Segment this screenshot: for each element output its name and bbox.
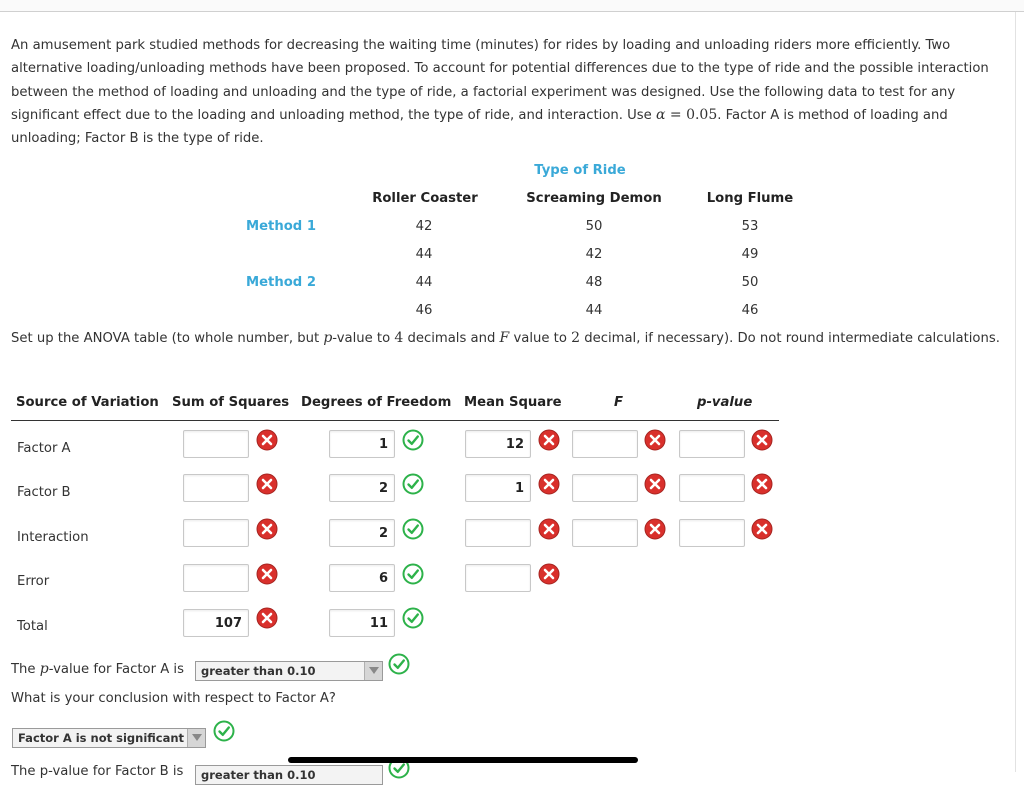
method-1-label: Method 1 xyxy=(245,219,317,234)
factor-b-df-input[interactable] xyxy=(329,474,395,502)
select-value: greater than 0.10 xyxy=(201,768,316,782)
factor-a-f-input[interactable] xyxy=(572,430,638,458)
factor-b-pvalue-input[interactable] xyxy=(679,474,745,502)
setup-text: value to xyxy=(509,331,572,346)
incorrect-icon xyxy=(751,473,773,495)
row-label-factor-a: Factor A xyxy=(17,441,71,456)
correct-icon xyxy=(402,473,424,495)
col-screaming-demon: Screaming Demon xyxy=(526,191,662,206)
error-ss-input[interactable] xyxy=(183,564,249,592)
incorrect-icon xyxy=(256,607,278,629)
select-value: Factor A is not significant xyxy=(18,731,185,745)
setup-decimals-f: 2 xyxy=(571,330,581,346)
method-2-label: Method 2 xyxy=(245,275,317,290)
problem-text-part1: An amusement park studied methods for decreasing the waiting time (minutes) for rides by loading and unloading riders more efficiently. Two alternative loading/unloading methods have been proposed. To account for potential differences due to the type of ride and the possible interaction between the method of loading and unloading and the type of ride, a factorial experiment was designed. Use the following data to test for any significant effect due to the loading and unloading method, the type of ride, and interaction. Use xyxy=(11,38,989,123)
incorrect-icon xyxy=(256,518,278,540)
data-cell: 53 xyxy=(741,219,759,234)
error-df-input[interactable] xyxy=(329,564,395,592)
problem-statement xyxy=(11,34,1009,150)
interaction-f-input[interactable] xyxy=(572,519,638,547)
data-cell: 50 xyxy=(741,275,759,290)
correct-icon xyxy=(402,563,424,585)
correct-icon xyxy=(213,720,235,742)
correct-icon xyxy=(388,653,410,675)
data-cell: 46 xyxy=(741,303,759,318)
correct-icon xyxy=(402,429,424,451)
data-cell: 42 xyxy=(585,247,603,262)
question-text: The xyxy=(11,662,40,677)
incorrect-icon xyxy=(751,429,773,451)
setup-text: decimals and xyxy=(403,331,500,346)
incorrect-icon xyxy=(256,563,278,585)
incorrect-icon xyxy=(644,473,666,495)
chevron-down-icon[interactable] xyxy=(187,729,205,747)
alpha-equals: = xyxy=(665,106,687,123)
factor-a-pvalue-input[interactable] xyxy=(679,430,745,458)
header-pvalue: p-value xyxy=(697,395,753,410)
col-roller-coaster: Roller Coaster xyxy=(372,191,478,206)
interaction-df-input[interactable] xyxy=(329,519,395,547)
header-ms: Mean Square xyxy=(464,395,562,410)
factor-b-ms-input[interactable] xyxy=(465,474,531,502)
col-long-flume: Long Flume xyxy=(706,191,794,206)
total-df-input[interactable] xyxy=(329,609,395,637)
data-cell: 44 xyxy=(415,247,433,262)
correct-icon xyxy=(402,607,424,629)
data-cell: 49 xyxy=(741,247,759,262)
factor-a-df-input[interactable] xyxy=(329,430,395,458)
factor-a-conclusion-select[interactable] xyxy=(12,728,206,748)
select-value: greater than 0.10 xyxy=(201,664,316,678)
row-label-error: Error xyxy=(17,574,50,589)
factor-b-f-input[interactable] xyxy=(572,474,638,502)
data-cell: 46 xyxy=(415,303,433,318)
data-cell: 48 xyxy=(585,275,603,290)
error-ms-input[interactable] xyxy=(465,564,531,592)
question-factor-a-pvalue xyxy=(11,661,184,677)
factor-a-ss-input[interactable] xyxy=(183,430,249,458)
interaction-pvalue-input[interactable] xyxy=(679,519,745,547)
incorrect-icon xyxy=(538,473,560,495)
setup-text: decimal, if necessary). Do not round intermediate calculations. xyxy=(580,331,1000,346)
setup-text: Set up the ANOVA table (to whole number, but xyxy=(11,331,324,346)
factor-a-ms-input[interactable] xyxy=(465,430,531,458)
factor-a-pvalue-select[interactable] xyxy=(195,661,383,681)
horizontal-scrollbar[interactable] xyxy=(288,757,638,763)
content-border xyxy=(1015,12,1016,772)
header-ss: Sum of Squares xyxy=(172,395,290,410)
top-toolbar xyxy=(0,0,1024,12)
incorrect-icon xyxy=(538,518,560,540)
alpha-value: 0.05 xyxy=(686,106,718,123)
incorrect-icon xyxy=(538,429,560,451)
incorrect-icon xyxy=(644,518,666,540)
header-df: Degrees of Freedom xyxy=(301,395,452,410)
setup-text: -value to xyxy=(332,331,395,346)
question-factor-b-pvalue: The p-value for Factor B is xyxy=(11,764,184,779)
interaction-ms-input[interactable] xyxy=(465,519,531,547)
question-text: -value for Factor A is xyxy=(48,662,184,677)
row-label-total: Total xyxy=(17,619,48,634)
incorrect-icon xyxy=(256,429,278,451)
header-f: F xyxy=(614,395,624,410)
data-cell: 44 xyxy=(415,275,433,290)
setup-p-symbol: p xyxy=(323,330,333,346)
header-rule xyxy=(11,420,779,421)
setup-instructions xyxy=(11,327,1009,350)
row-label-interaction: Interaction xyxy=(17,530,89,545)
incorrect-icon xyxy=(538,563,560,585)
total-ss-input[interactable] xyxy=(183,609,249,637)
alpha-symbol: α xyxy=(655,106,666,123)
question-factor-a-conclusion: What is your conclusion with respect to Factor A? xyxy=(11,691,336,706)
p-symbol: p xyxy=(39,661,49,677)
row-label-factor-b: Factor B xyxy=(17,485,71,500)
incorrect-icon xyxy=(256,473,278,495)
type-of-ride-label: Type of Ride xyxy=(534,163,626,178)
setup-f-symbol: F xyxy=(499,330,510,346)
incorrect-icon xyxy=(751,518,773,540)
data-cell: 44 xyxy=(585,303,603,318)
incorrect-icon xyxy=(644,429,666,451)
problem-text-part2: . Factor A is method of loading and unloading; Factor B is the type of ride. xyxy=(11,107,948,147)
correct-icon xyxy=(402,518,424,540)
factor-b-ss-input[interactable] xyxy=(183,474,249,502)
interaction-ss-input[interactable] xyxy=(183,519,249,547)
chevron-down-icon[interactable] xyxy=(364,662,382,680)
header-source: Source of Variation xyxy=(16,395,159,410)
data-cell: 42 xyxy=(415,219,433,234)
data-cell: 50 xyxy=(585,219,603,234)
factor-b-pvalue-select[interactable] xyxy=(195,765,383,785)
setup-decimals-p: 4 xyxy=(394,330,404,346)
